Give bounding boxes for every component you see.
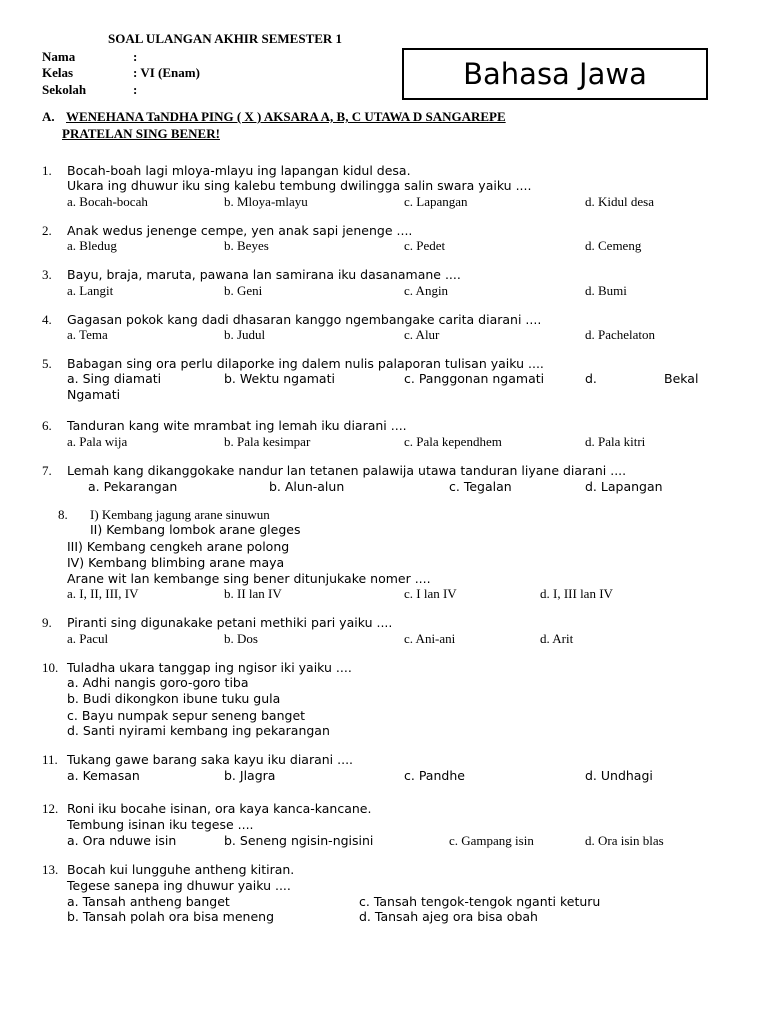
question-number: 4.: [42, 312, 52, 327]
option-c[interactable]: c. Tegalan: [449, 479, 512, 494]
field-value-nama: :: [133, 49, 138, 64]
option-c[interactable]: c. Panggonan ngamati: [404, 371, 545, 386]
option-d-text: Bekal: [664, 371, 699, 386]
option-a[interactable]: a. Pekarangan: [88, 479, 178, 494]
option-c[interactable]: c. Pedet: [404, 238, 446, 253]
option-b[interactable]: b. Seneng ngisin-ngisini: [224, 833, 374, 848]
option-d[interactable]: d. Bumi: [585, 283, 627, 298]
question-number: 7.: [42, 463, 52, 478]
statement-3: III) Kembang cengkeh arane polong: [67, 539, 290, 554]
question-number: 9.: [42, 615, 52, 630]
option-b[interactable]: b. Tansah polah ora bisa meneng: [67, 909, 275, 924]
question-text: Bayu, braja, maruta, pawana lan samirana iku dasanamane ....: [67, 267, 461, 282]
exam-title: SOAL ULANGAN AKHIR SEMESTER 1: [108, 31, 343, 46]
option-b[interactable]: b. Alun-alun: [269, 479, 345, 494]
option-c[interactable]: c. Angin: [404, 283, 449, 298]
option-d[interactable]: d. Arit: [540, 631, 574, 646]
question-number: 11.: [42, 752, 58, 767]
option-d[interactable]: d. Undhagi: [585, 768, 653, 783]
option-d[interactable]: d. Pachelaton: [585, 327, 656, 342]
option-c[interactable]: c. I lan IV: [404, 586, 457, 601]
field-value-kelas: : VI (Enam): [133, 65, 200, 80]
question-text: Tukang gawe barang saka kayu iku diarani ....: [67, 752, 354, 767]
option-a[interactable]: a. Bocah-bocah: [67, 194, 148, 209]
statement-4: IV) Kembang blimbing arane maya: [67, 555, 285, 570]
question-text: Roni iku bocahe isinan, ora kaya kanca-kancane.: [67, 801, 372, 816]
option-d-text-continued: Ngamati: [67, 387, 121, 402]
question-text: Tanduran kang wite mrambat ing lemah iku diarani ....: [67, 418, 407, 433]
subject-box: [402, 48, 708, 100]
option-d[interactable]: d. Tansah ajeg ora bisa obah: [359, 909, 538, 924]
option-b[interactable]: b. Jlagra: [224, 768, 276, 783]
field-value-sekolah: :: [133, 82, 138, 97]
statement-1: I) Kembang jagung arane sinuwun: [90, 507, 270, 522]
option-d[interactable]: d. Santi nyirami kembang ing pekarangan: [67, 723, 330, 738]
option-c[interactable]: c. Alur: [404, 327, 440, 342]
option-b[interactable]: b. Budi dikongkon ibune tuku gula: [67, 691, 281, 706]
option-d[interactable]: d. Kidul desa: [585, 194, 654, 209]
section-instruction-line1: WENEHANA TaNDHA PING ( X ) AKSARA A, B, C UTAWA D SANGAREPE: [66, 109, 506, 124]
question-number: 2.: [42, 223, 52, 238]
statement-2: II) Kembang lombok arane gleges: [90, 522, 301, 537]
option-a[interactable]: a. Ora nduwe isin: [67, 833, 177, 848]
section-letter: A.: [42, 109, 55, 124]
option-a[interactable]: a. Bledug: [67, 238, 117, 253]
option-d[interactable]: d.: [585, 371, 597, 386]
question-number: 8.: [58, 507, 68, 522]
question-number: 10.: [42, 660, 59, 675]
option-a[interactable]: a. Sing diamati: [67, 371, 162, 386]
question-number: 6.: [42, 418, 52, 433]
option-a[interactable]: a. Adhi nangis goro-goro tiba: [67, 675, 249, 690]
option-d[interactable]: d. Cemeng: [585, 238, 642, 253]
section-instruction-line2: PRATELAN SING BENER!: [62, 126, 220, 141]
question-text: Lemah kang dikanggokake nandur lan tetanen palawija utawa tanduran liyane diarani ....: [67, 463, 627, 478]
field-label-sekolah: Sekolah: [42, 82, 87, 97]
question-number: 12.: [42, 801, 59, 816]
option-a[interactable]: a. Kemasan: [67, 768, 140, 783]
option-a[interactable]: a. Pala wija: [67, 434, 128, 449]
question-text: Bocah kui lungguhe antheng kitiran.: [67, 862, 295, 877]
option-a[interactable]: a. Tansah antheng banget: [67, 894, 230, 909]
question-number: 3.: [42, 267, 52, 282]
question-text: Ukara ing dhuwur iku sing kalebu tembung dwilingga salin swara yaiku ....: [67, 178, 532, 193]
question-text: Babagan sing ora perlu dilaporke ing dalem nulis palaporan tulisan yaiku ....: [67, 356, 544, 371]
option-b[interactable]: b. Mloya-mlayu: [224, 194, 308, 209]
question-text: Tuladha ukara tanggap ing ngisor iki yaiku ....: [67, 660, 352, 675]
option-b[interactable]: b. Beyes: [224, 238, 269, 253]
option-a[interactable]: a. Pacul: [67, 631, 109, 646]
option-c[interactable]: c. Bayu numpak sepur seneng banget: [67, 708, 306, 723]
option-b[interactable]: b. Pala kesimpar: [224, 434, 311, 449]
option-c[interactable]: c. Gampang isin: [449, 833, 534, 848]
field-label-kelas: Kelas: [42, 65, 74, 80]
option-b[interactable]: b. Dos: [224, 631, 258, 646]
option-d[interactable]: d. Pala kitri: [585, 434, 646, 449]
question-number: 5.: [42, 356, 52, 371]
subject-title: Bahasa Jawa: [463, 57, 647, 91]
option-a[interactable]: a. Langit: [67, 283, 114, 298]
question-text: Arane wit lan kembange sing bener ditunjukake nomer ....: [67, 571, 431, 586]
option-b[interactable]: b. Judul: [224, 327, 266, 342]
option-d[interactable]: d. I, III lan IV: [540, 586, 613, 601]
question-text: Tegese sanepa ing dhuwur yaiku ....: [67, 878, 291, 893]
question-text: Bocah-boah lagi mloya-mlayu ing lapangan kidul desa.: [67, 163, 411, 178]
option-a[interactable]: a. I, II, III, IV: [67, 586, 139, 601]
option-c[interactable]: c. Ani-ani: [404, 631, 456, 646]
option-c[interactable]: c. Lapangan: [404, 194, 468, 209]
option-d[interactable]: d. Ora isin blas: [585, 833, 664, 848]
question-text: Gagasan pokok kang dadi dhasaran kanggo ngembangake carita diarani ....: [67, 312, 542, 327]
option-a[interactable]: a. Tema: [67, 327, 108, 342]
question-text: Anak wedus jenenge cempe, yen anak sapi jenenge ....: [67, 223, 413, 238]
option-d[interactable]: d. Lapangan: [585, 479, 663, 494]
field-label-nama: Nama: [42, 49, 76, 64]
option-b[interactable]: b. II lan IV: [224, 586, 282, 601]
option-b[interactable]: b. Geni: [224, 283, 263, 298]
option-c[interactable]: c. Pala kependhem: [404, 434, 502, 449]
option-b[interactable]: b. Wektu ngamati: [224, 371, 335, 386]
option-c[interactable]: c. Pandhe: [404, 768, 465, 783]
question-text: Piranti sing digunakake petani methiki pari yaiku ....: [67, 615, 393, 630]
question-text: Tembung isinan iku tegese ....: [67, 817, 254, 832]
question-number: 1.: [42, 163, 52, 178]
option-c[interactable]: c. Tansah tengok-tengok nganti keturu: [359, 894, 601, 909]
question-number: 13.: [42, 862, 59, 877]
